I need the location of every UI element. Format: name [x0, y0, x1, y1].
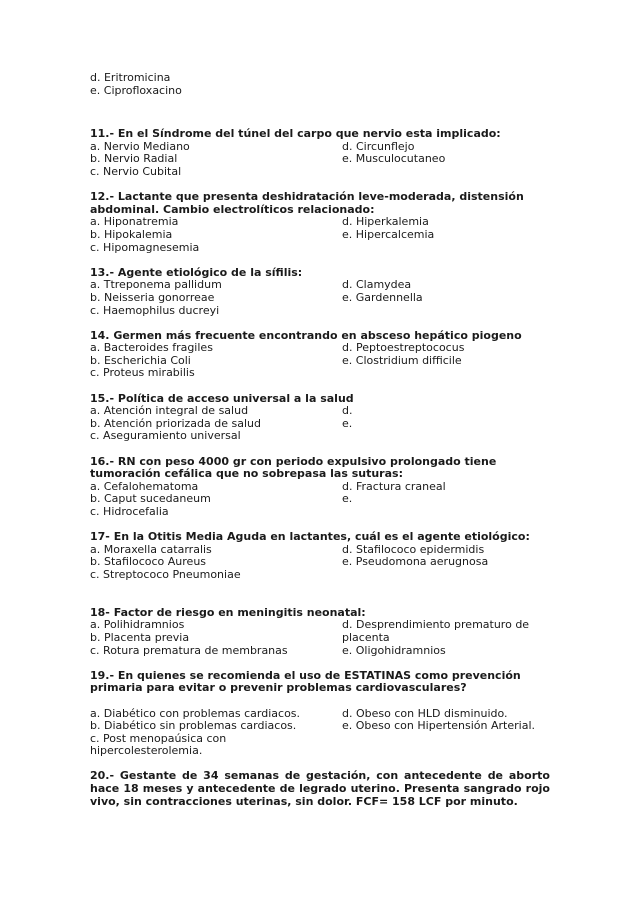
- option-e: e. Gardennella: [342, 290, 423, 304]
- question-12: [90, 191, 550, 254]
- option-d: d. Fractura craneal: [342, 479, 446, 493]
- option-c: c. Rotura prematura de membranas: [90, 643, 288, 657]
- option-b: b. Caput sucedaneum: [90, 492, 211, 506]
- option-row: [90, 405, 550, 418]
- option-d: d. Eritromicina: [90, 71, 171, 84]
- option-d: d. Desprendimiento prematuro de: [342, 618, 530, 632]
- option-a: a. Nervio Mediano: [90, 139, 190, 153]
- question-title-line-1: 12.- Lactante que presenta deshidratación leve-moderada, distensión: [90, 190, 524, 204]
- option-d-continued: placenta: [342, 630, 390, 644]
- question-text-line-1: 20.- Gestante de 34 semanas de gestación, con antecedente de aborto: [90, 769, 550, 783]
- option-c: c. Hipomagnesemia: [90, 240, 200, 254]
- question-19: [90, 670, 550, 758]
- option-b: b. Hipokalemia: [90, 227, 173, 241]
- option-a: a. Atención integral de salud: [90, 404, 249, 418]
- option-c: c. Aseguramiento universal: [90, 429, 241, 443]
- option-a: a. Cefalohematoma: [90, 479, 199, 493]
- question-title-line-2: tumoración cefálica que no sobrepasa las suturas:: [90, 467, 403, 481]
- option-row: [90, 229, 550, 242]
- question-title-line-2: abdominal. Cambio electrolíticos relacionado:: [90, 202, 375, 216]
- option-c: c. Post menopaúsica con: [90, 731, 227, 745]
- option-c-continued: hipercolesterolemia.: [90, 744, 203, 758]
- option-a: a. Hiponatremia: [90, 215, 179, 229]
- question-15: [90, 393, 550, 443]
- option-a: a. Ttreponema pallidum: [90, 278, 222, 292]
- question-title: 18- Factor de riesgo en meningitis neonatal:: [90, 605, 366, 619]
- option-a: a. Bacteroides fragiles: [90, 341, 213, 355]
- option-b: b. Escherichia Coli: [90, 353, 191, 367]
- option-c: c. Streptococo Pneumoniae: [90, 567, 241, 581]
- option-a: a. Diabético con problemas cardiacos.: [90, 706, 301, 720]
- question-title: 15.- Política de acceso universal a la salud: [90, 391, 354, 405]
- question-17: [90, 531, 550, 581]
- option-a: a. Moraxella catarralis: [90, 542, 212, 556]
- option-d: d. Peptoestreptococus: [342, 341, 465, 355]
- option-e: e.: [342, 416, 353, 430]
- question-title: 14. Germen más frecuente encontrando en absceso hepático piogeno: [90, 328, 522, 342]
- question-title: 17- En la Otitis Media Aguda en lactantes, cuál es el agente etiológico:: [90, 530, 530, 544]
- question-text-line-2: hace 18 meses y antecedente de legrado uterino. Presenta sangrado rojo: [90, 782, 550, 796]
- option-b: b. Nervio Radial: [90, 152, 178, 166]
- question-title-line-1: 16.- RN con peso 4000 gr con periodo expulsivo prolongado tiene: [90, 454, 497, 468]
- previous-question-tail: [90, 72, 550, 97]
- option-e: e. Obeso con Hipertensión Arterial.: [342, 719, 536, 733]
- option-e: e. Pseudomona aerugnosa: [342, 555, 489, 569]
- option-d: d. Circunflejo: [342, 139, 415, 153]
- option-c: c. Hidrocefalia: [90, 505, 169, 518]
- exam-page: [90, 72, 550, 808]
- option-d: d. Obeso con HLD disminuido.: [342, 706, 508, 720]
- option-e: e. Clostridium difficile: [342, 353, 462, 367]
- question-title-line-2: primaria para evitar o prevenir problemas cardiovasculares?: [90, 681, 467, 695]
- question-title: 11.- En el Síndrome del túnel del carpo que nervio esta implicado:: [90, 127, 501, 141]
- question-18: [90, 607, 550, 657]
- question-20: [90, 770, 550, 808]
- option-e: e.: [342, 492, 353, 506]
- option-c: c. Nervio Cubital: [90, 164, 182, 178]
- option-e: e. Oligohidramnios: [342, 643, 446, 657]
- option-c: c. Proteus mirabilis: [90, 366, 195, 380]
- option-d: d. Hiperkalemia: [342, 215, 429, 229]
- option-d: d. Stafilococo epidermidis: [342, 542, 485, 556]
- question-13: [90, 267, 550, 317]
- question-text-line-3: vivo, sin contracciones uterinas, sin dolor. FCF= 158 LCF por minuto.: [90, 794, 518, 808]
- question-11: [90, 128, 550, 178]
- option-d: d. Clamydea: [342, 278, 412, 292]
- option-b: b. Stafilococo Aureus: [90, 555, 207, 569]
- option-b: b. Neisseria gonorreae: [90, 290, 215, 304]
- option-d: d.: [342, 404, 353, 418]
- option-row: [90, 720, 550, 733]
- option-row: [90, 632, 550, 645]
- option-b: b. Placenta previa: [90, 630, 190, 644]
- question-14: [90, 330, 550, 380]
- option-row: [90, 342, 550, 355]
- option-row: [90, 645, 550, 658]
- option-e: e. Musculocutaneo: [342, 152, 446, 166]
- option-b: b. Atención priorizada de salud: [90, 416, 261, 430]
- question-title-line-1: 19.- En quienes se recomienda el uso de ESTATINAS como prevención: [90, 668, 521, 682]
- option-b: b. Diabético sin problemas cardiacos.: [90, 719, 297, 733]
- option-c: c. Haemophilus ducreyi: [90, 303, 220, 317]
- option-a: a. Polihidramnios: [90, 618, 185, 632]
- question-title: 13.- Agente etiológico de la sífilis:: [90, 265, 303, 279]
- option-e: e. Hipercalcemia: [342, 227, 435, 241]
- option-e: e. Ciprofloxacino: [90, 83, 182, 97]
- option-row: [90, 292, 550, 305]
- question-16: [90, 456, 550, 519]
